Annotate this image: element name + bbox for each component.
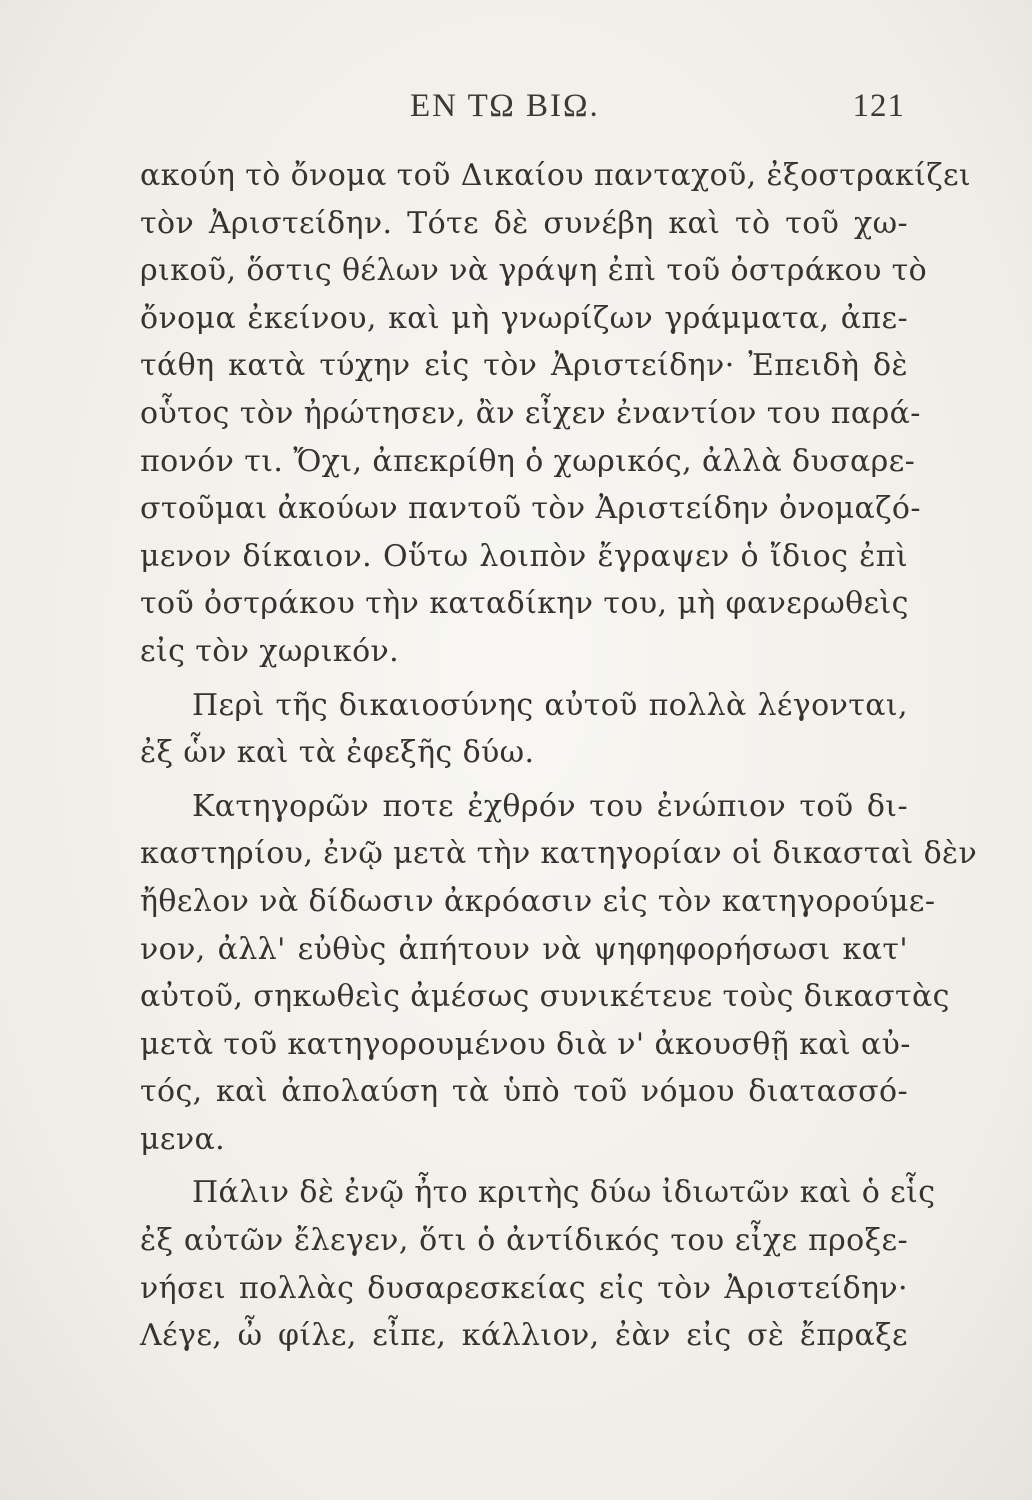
- paragraph: [140, 783, 978, 1164]
- text-line: ἐξ αὐτῶν ἔλεγεν, ὅτι ὁ ἀντίδικός του εἶχε προξε-: [140, 1223, 908, 1259]
- text-line: στοῦμαι ἀκούων παντοῦ τὸν Ἀριστείδην ὀνομαζό-: [140, 491, 921, 527]
- text-line: πονόν τι. Ὄχι, ἀπεκρίθη ὁ χωρικός, ἀλλὰ δυσαρε-: [140, 443, 916, 479]
- text-line: νήσει πολλὰς δυσαρεσκείας εἰς τὸν Ἀριστείδην·: [140, 1270, 908, 1306]
- text-line: Λέγε, ὦ φίλε, εἶπε, κάλλιον, ἐὰν εἰς σὲ ἔπραξε: [140, 1318, 908, 1354]
- text-line: νον, ἀλλ' εὐθὺς ἀπήτουν νὰ ψηφηφορήσωσι κατ': [140, 931, 908, 967]
- text-line: οὗτος τὸν ἠρώτησεν, ἂν εἶχεν ἐναντίον του παρά-: [140, 395, 921, 431]
- text-line: Κατηγορῶν ποτε ἐχθρόν του ἐνώπιον τοῦ δι-: [192, 788, 908, 824]
- text-line: ἤθελον νὰ δίδωσιν ἀκρόασιν εἰς τὸν κατηγορούμε-: [140, 883, 936, 919]
- text-line: τοῦ ὀστράκου τὴν καταδίκην του, μὴ φανερωθεὶς: [140, 586, 909, 622]
- paragraph: [140, 152, 972, 676]
- text-line: Περὶ τῆς δικαιοσύνης αὐτοῦ πολλὰ λέγονται,: [192, 687, 908, 723]
- body-text: [140, 152, 978, 1360]
- text-line: τός, καὶ ἀπολαύση τὰ ὑπὸ τοῦ νόμου διατασσό-: [140, 1074, 908, 1110]
- page-number: 121: [852, 88, 905, 124]
- text-line: Πάλιν δὲ ἐνῷ ἦτο κριτὴς δύω ἰδιωτῶν καὶ ὁ εἷς: [192, 1175, 936, 1211]
- text-line: μετὰ τοῦ κατηγορουμένου διὰ ν' ἀκουσθῇ καὶ αὐ-: [140, 1026, 911, 1062]
- text-line: τάθη κατὰ τύχην εἰς τὸν Ἀριστείδην· Ἐπειδὴ δὲ: [140, 348, 908, 384]
- text-line: ὄνομα ἐκείνου, καὶ μὴ γνωρίζων γράμματα, ἀπε-: [140, 300, 908, 336]
- text-line: ρικοῦ, ὅστις θέλων νὰ γράψη ἐπὶ τοῦ ὀστράκου τὸ: [140, 253, 928, 289]
- text-line: μενον δίκαιον. Οὕτω λοιπὸν ἔγραψεν ὁ ἴδιος ἐπὶ: [140, 538, 908, 574]
- page-header: [140, 88, 905, 138]
- text-line: ακούη τὸ ὄνομα τοῦ Δικαίου πανταχοῦ, ἐξοστρακίζει: [140, 158, 972, 193]
- paragraph: [140, 682, 908, 777]
- text-line: ἐξ ὧν καὶ τὰ ἐφεξῆς δύω.: [140, 735, 535, 771]
- text-line: τὸν Ἀριστείδην. Τότε δὲ συνέβη καὶ τὸ τοῦ χω-: [140, 205, 908, 241]
- text-line: καστηρίου, ἐνῷ μετὰ τὴν κατηγορίαν οἱ δικασταὶ δὲν: [140, 836, 978, 872]
- running-head: ΕΝ ΤΩ ΒΙΩ.: [410, 88, 600, 124]
- paragraph: [140, 1169, 936, 1359]
- text-line: εἰς τὸν χωρικόν.: [140, 633, 400, 669]
- text-line: μενα.: [140, 1121, 226, 1157]
- text-line: αὐτοῦ, σηκωθεὶς ἀμέσως συνικέτευε τοὺς δικαστὰς: [140, 979, 950, 1015]
